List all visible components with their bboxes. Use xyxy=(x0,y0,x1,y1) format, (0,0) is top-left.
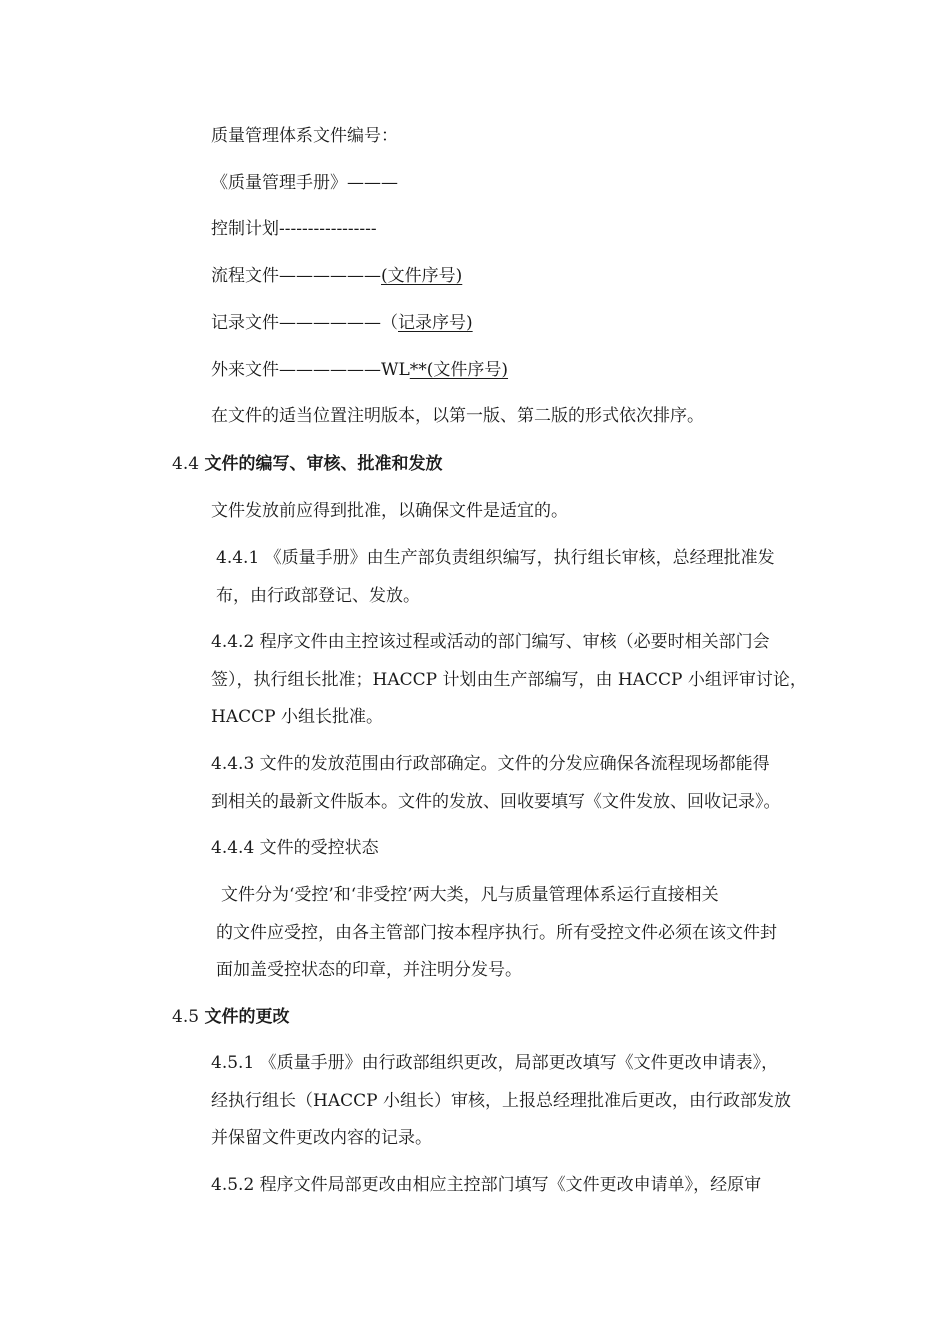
para-4-4-3-line1: 4.4.3 文件的发放范围由行政部确定。文件的分发应确保各流程现场都能得 xyxy=(211,754,770,774)
para-4-5-1-line3: 并保留文件更改内容的记录。 xyxy=(211,1128,432,1148)
numbering-external xyxy=(211,362,508,379)
numbering-record-suffix: 记录序号) xyxy=(398,313,473,333)
para-4-5-1-line1: 4.5.1 《质量手册》由行政部组织更改，局部更改填写《文件更改申请表》， xyxy=(211,1053,779,1073)
numbering-record-prefix: 记录文件——————（ xyxy=(211,313,398,333)
section-4-5-heading xyxy=(172,1009,289,1026)
para-4-4-3-line2: 到相关的最新文件版本。文件的发放、回收要填写《文件发放、回收记录》。 xyxy=(211,792,781,812)
numbering-process-prefix: 流程文件—————— xyxy=(211,266,381,286)
numbering-external-prefix: 外来文件——————WL xyxy=(211,360,410,380)
para-4-4-4-title: 4.4.4 文件的受控状态 xyxy=(211,838,379,858)
section-4-4-intro: 文件发放前应得到批准，以确保文件是适宜的。 xyxy=(211,501,568,521)
section-4-4-heading xyxy=(172,456,442,473)
section-4-5-title: 文件的更改 xyxy=(204,1007,290,1027)
para-4-5-1-line2: 经执行组长（HACCP 小组长）审核，上报总经理批准后更改，由行政部发放 xyxy=(211,1091,791,1111)
numbering-process xyxy=(211,268,462,285)
section-4-4-title: 文件的编写、审核、批准和发放 xyxy=(204,454,443,474)
section-4-4-number: 4.4 xyxy=(172,454,200,474)
numbering-manual: 《质量管理手册》——— xyxy=(211,173,398,193)
para-4-4-2-line3: HACCP 小组长批准。 xyxy=(211,707,383,727)
para-4-4-4-line3: 面加盖受控状态的印章，并注明分发号。 xyxy=(216,960,522,980)
para-4-5-2-line1: 4.5.2 程序文件局部更改由相应主控部门填写《文件更改申请单》，经原审 xyxy=(211,1175,762,1195)
numbering-control: 控制计划----------------- xyxy=(211,219,377,239)
para-4-4-2-line1: 4.4.2 程序文件由主控该过程或活动的部门编写、审核（必要时相关部门会 xyxy=(211,632,770,652)
numbering-intro: 质量管理体系文件编号： xyxy=(211,126,398,146)
para-4-4-1-line2: 布，由行政部登记、发放。 xyxy=(216,586,420,606)
numbering-external-suffix: **(文件序号) xyxy=(409,360,509,380)
version-note: 在文件的适当位置注明版本，以第一版、第二版的形式依次排序。 xyxy=(211,406,704,426)
numbering-record xyxy=(211,315,473,332)
para-4-4-4-line2: 的文件应受控，由各主管部门按本程序执行。所有受控文件必须在该文件封 xyxy=(216,923,777,943)
numbering-process-suffix: (文件序号) xyxy=(381,266,463,286)
para-4-4-1-line1: 4.4.1 《质量手册》由生产部负责组织编写，执行组长审核，总经理批准发 xyxy=(216,548,775,568)
para-4-4-4-line1: 文件分为‘受控’和‘非受控’两大类，凡与质量管理体系运行直接相关 xyxy=(221,885,719,905)
section-4-5-number: 4.5 xyxy=(172,1007,200,1027)
para-4-4-2-line2: 签），执行组长批准；HACCP 计划由生产部编写，由 HACCP 小组评审讨论， xyxy=(211,670,807,690)
